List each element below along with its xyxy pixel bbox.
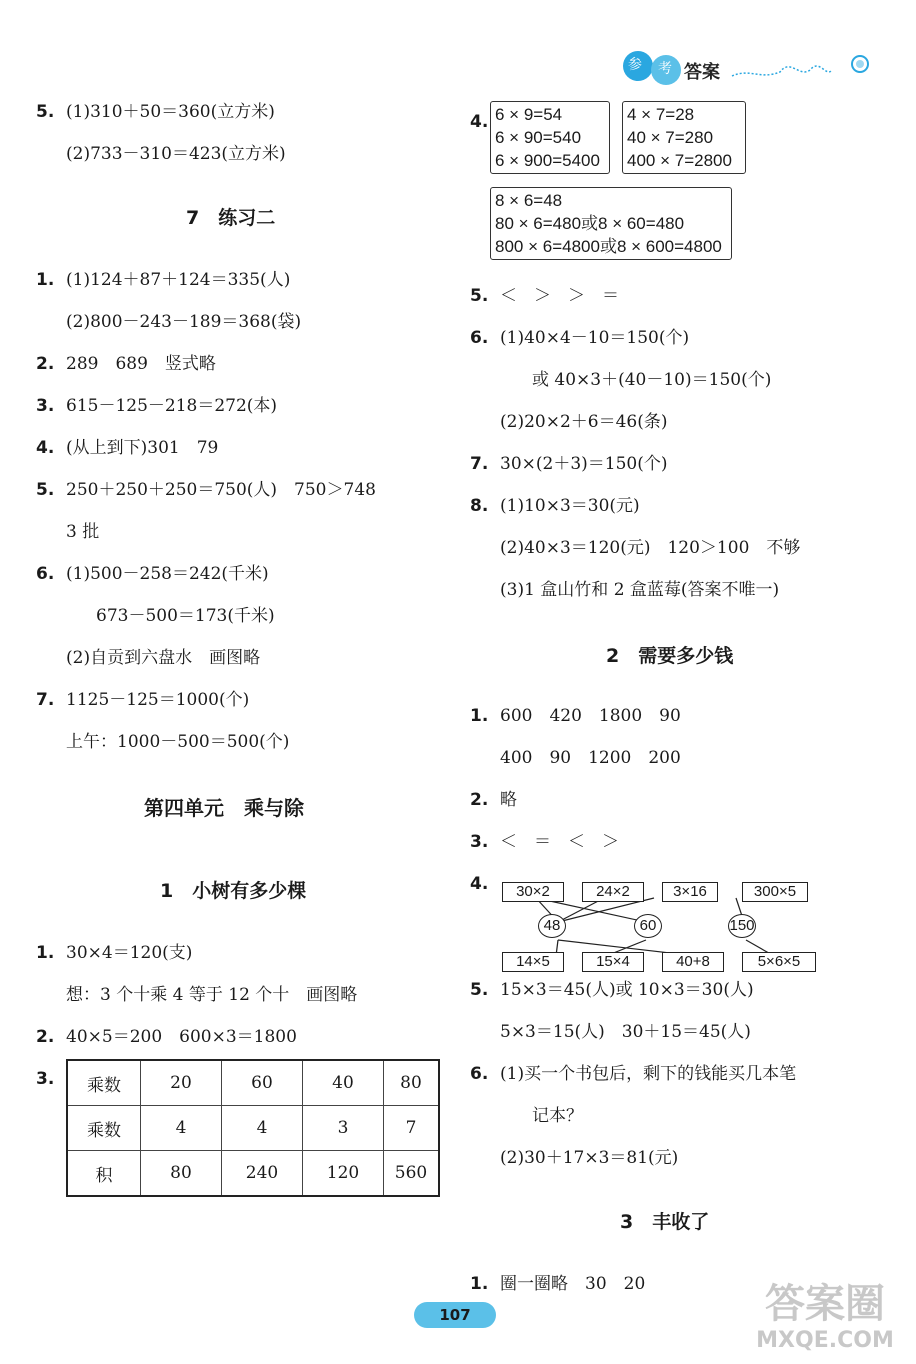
answer-line: 记本？ — [532, 1106, 583, 1126]
table-cell: 3 — [303, 1106, 384, 1151]
box-line: 6 × 900=5400 — [495, 151, 600, 170]
answer-line: (2)20×2＋6＝46(条) — [500, 412, 668, 432]
header-badge-2: 考 — [658, 61, 672, 77]
box-line: 6 × 9=54 — [495, 105, 563, 124]
table-cell: 240 — [222, 1151, 303, 1197]
answer-line: 5. 250＋250＋250＝750(人) 750＞748 — [36, 480, 376, 500]
page-number-badge — [414, 1302, 496, 1328]
answer-line: (2)40×3＝120(元) 120＞100 不够 — [500, 538, 801, 558]
match-box-bottom: 5×6×5 — [742, 952, 816, 972]
watermark-logo: 答案圈 — [765, 1281, 885, 1327]
match-bubble: 60 — [634, 914, 662, 938]
table-cell: 积 — [67, 1151, 141, 1197]
answer-line: 想：3 个十乘 4 等于 12 个十 画图略 — [66, 985, 358, 1005]
header-title: 答案 — [684, 62, 720, 83]
table-cell: 120 — [303, 1151, 384, 1197]
answer-line: 2. 289 689 竖式略 — [36, 354, 216, 374]
match-box-top: 3×16 — [662, 882, 718, 902]
answer-line: 5×3＝15(人) 30＋15＝45(人) — [500, 1022, 751, 1042]
table-cell: 乘数 — [67, 1106, 141, 1151]
answer-line: 400 90 1200 200 — [500, 748, 681, 768]
section-heading: 1 小树有多少棵 — [160, 880, 307, 902]
header-badge-1: 参 — [628, 57, 642, 73]
watermark-url: MXQE.COM — [756, 1328, 894, 1353]
answer-line: 5. 15×3＝45(人)或 10×3＝30(人) — [470, 980, 754, 1000]
table-cell: 60 — [222, 1060, 303, 1106]
match-box-top: 24×2 — [582, 882, 644, 902]
answer-line: 7. 30×(2＋3)＝150(个) — [470, 454, 668, 474]
match-box-top: 300×5 — [742, 882, 808, 902]
watermark — [740, 1280, 910, 1358]
answer-line: 1. 600 420 1800 90 — [470, 706, 681, 726]
answer-line: 3. — [36, 1069, 55, 1089]
answer-line: 或 40×3＋(40－10)＝150(个) — [532, 370, 772, 390]
answer-line: (2)800－243－189＝368(袋) — [66, 312, 302, 332]
table-cell: 4 — [222, 1106, 303, 1151]
table-row — [67, 1060, 439, 1106]
table-row — [67, 1151, 439, 1197]
table-cell: 80 — [141, 1151, 222, 1197]
box-line: 400 × 7=2800 — [627, 151, 732, 170]
section-heading: 3 丰收了 — [620, 1211, 710, 1233]
answer-line: 1. (1)124＋87＋124＝335(人) — [36, 270, 291, 290]
answer-line: 3 批 — [66, 522, 100, 542]
answer-line: 2. 40×5＝200 600×3＝1800 — [36, 1027, 297, 1047]
table-cell: 7 — [384, 1106, 440, 1151]
answer-line: 5. ＜ ＞ ＞ ＝ — [470, 286, 619, 306]
multiplication-table — [66, 1059, 440, 1197]
box-line: 4 × 7=28 — [627, 105, 695, 124]
answer-line: (2)733－310＝423(立方米) — [66, 144, 286, 164]
answer-line: 6. (1)500－258＝242(千米) — [36, 564, 269, 584]
answer-box-1 — [490, 101, 610, 174]
answer-line: 673－500＝173(千米) — [96, 606, 275, 626]
box-line: 80 × 6=480或8 × 60=480 — [495, 214, 685, 233]
match-box-bottom: 14×5 — [502, 952, 564, 972]
match-box-bottom: 15×4 — [582, 952, 644, 972]
answer-line: 2. 略 — [470, 790, 517, 810]
box-line: 800 × 6=4800或8 × 600=4800 — [495, 237, 722, 256]
answer-box-3 — [490, 187, 732, 260]
table-cell: 乘数 — [67, 1060, 141, 1106]
answer-line: 1. 30×4＝120(支) — [36, 943, 193, 963]
table-cell: 560 — [384, 1151, 440, 1197]
answer-line: (2)自贡到六盘水 画图略 — [66, 648, 261, 668]
table-row — [67, 1106, 439, 1151]
answer-box-2 — [622, 101, 746, 174]
table-cell: 80 — [384, 1060, 440, 1106]
match-box-bottom: 40+8 — [662, 952, 724, 972]
match-bubble: 150 — [728, 914, 756, 938]
table-cell: 20 — [141, 1060, 222, 1106]
answer-line: 7. 1125－125＝1000(个) — [36, 690, 250, 710]
table-cell: 4 — [141, 1106, 222, 1151]
box-line: 8 × 6=48 — [495, 191, 563, 210]
answer-line: 上午：1000－500＝500(个) — [66, 732, 290, 752]
answer-line: 4. — [470, 112, 489, 132]
header-badge — [620, 48, 890, 92]
answer-line: (3)1 盒山竹和 2 盒蓝莓(答案不唯一) — [500, 580, 780, 600]
table-cell: 40 — [303, 1060, 384, 1106]
unit-heading: 第四单元 乘与除 — [144, 796, 304, 820]
page-number: 107 — [439, 1306, 471, 1324]
match-box-top: 30×2 — [502, 882, 564, 902]
answer-line: 6. (1)买一个书包后，剩下的钱能买几本笔 — [470, 1064, 797, 1084]
answer-line: 3. ＜ ＝ ＜ ＞ — [470, 832, 619, 852]
answer-line: 5. (1)310＋50＝360(立方米) — [36, 102, 275, 122]
section-heading: 2 需要多少钱 — [606, 645, 734, 667]
answer-line: 3. 615－125－218＝272(本) — [36, 396, 278, 416]
answer-line: 4. — [470, 874, 489, 894]
answer-line: (2)30＋17×3＝81(元) — [500, 1148, 679, 1168]
match-bubble: 48 — [538, 914, 566, 938]
answer-line: 8. (1)10×3＝30(元) — [470, 496, 640, 516]
section-heading: 7 练习二 — [186, 207, 276, 229]
box-line: 6 × 90=540 — [495, 128, 582, 147]
answer-line: 1. 圈一圈略 30 20 — [470, 1274, 646, 1294]
answer-line: 4. (从上到下)301 79 — [36, 438, 219, 458]
box-line: 40 × 7=280 — [627, 128, 714, 147]
answer-line: 6. (1)40×4－10＝150(个) — [470, 328, 690, 348]
